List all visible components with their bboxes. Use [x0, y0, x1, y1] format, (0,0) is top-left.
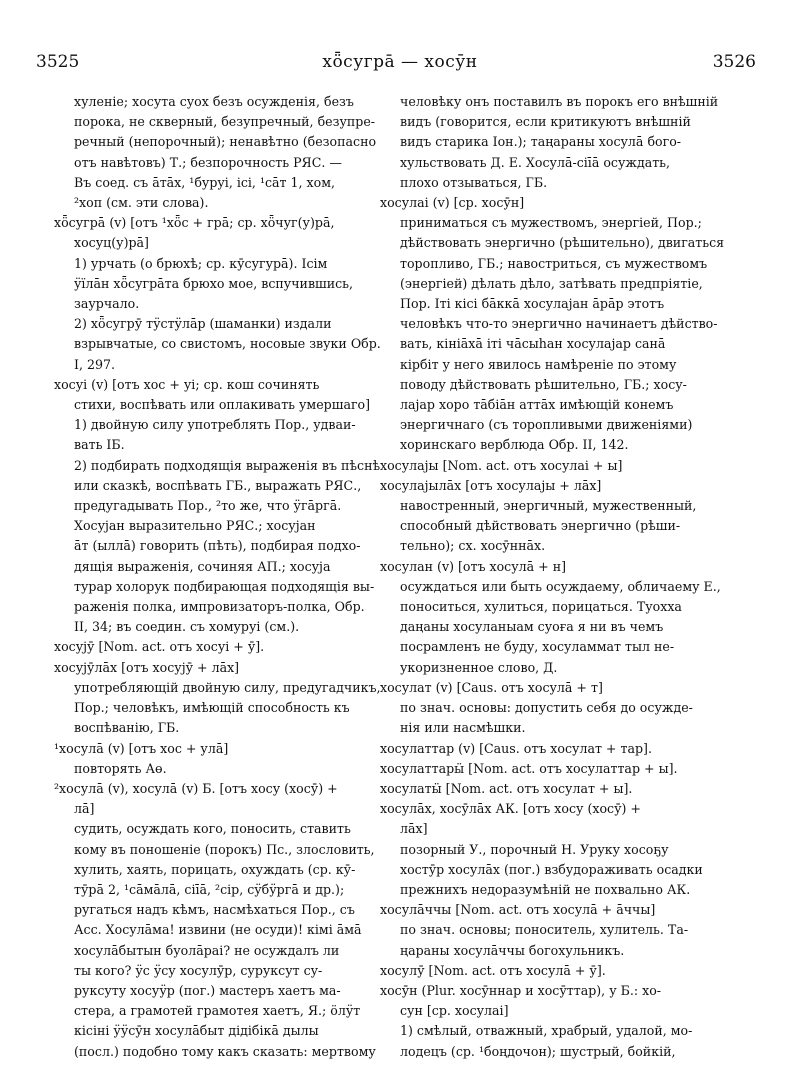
text-line: кірбіт у него явилось намѣреніе по этому: [400, 356, 677, 372]
text-line: 1) урчать (о брюхѣ; ср. кӯсугурā). Ісім: [74, 255, 328, 271]
text-line: хосулаjылāх [отъ хосулаjы + лāх]: [380, 477, 602, 493]
text-line: нія или насмѣшки.: [400, 720, 526, 736]
text-line: поноситься, хулиться, порицаться. Туохха: [400, 599, 682, 615]
text-line: ругаться надъ кѣмъ, насмѣхаться Пор., съ: [74, 902, 355, 918]
text-line: Въ соед. съ āтāх, ¹буруі, ісі, ¹сāт 1, хом,: [74, 174, 336, 190]
text-line: хулить, хаять, порицать, охуждать (ср. кӯ-: [74, 861, 356, 877]
text-line: лāх]: [400, 821, 428, 837]
page-header: [0, 48, 800, 78]
text-line: воспѣванію, ГБ.: [74, 720, 180, 736]
text-line: взрывчатые, со свистомъ, носовые звуки Обр.: [74, 336, 381, 352]
text-line: 2) подбирать подходящія выраженія въ пѣснѣ: [74, 457, 381, 473]
text-line: хосулатӹ [Nom. act. отъ хосулат + ы].: [380, 780, 633, 796]
text-line: хосулаі (v) [ср. хосӯн]: [380, 195, 525, 211]
text-line: навостренный, энергичный, мужественный,: [400, 498, 697, 514]
text-line: хосӯн (Plur. хосӯннар и хосӯттар), у Б.: хо-: [380, 982, 662, 998]
text-line: отъ навѣтовъ) Т.; безпорочность РЯС. —: [74, 154, 342, 170]
text-line: по знач. основы; поноситель, хулитель. Та-: [400, 922, 689, 938]
text-line: видъ (говорится, если критикуютъ внѣшній: [400, 114, 691, 130]
text-line: видъ старика Іон.); таңараны хосулā бого-: [400, 134, 682, 150]
text-line: хосулан (v) [отъ хосулā + н]: [380, 558, 566, 574]
text-line: хосулāх, хосӯлāх АК. [отъ хосу (хосӯ) +: [380, 801, 641, 817]
text-line: плохо отзываться, ГБ.: [400, 174, 548, 190]
text-line: руксуту хосуӱр (пог.) мастеръ хаетъ ма-: [74, 982, 341, 998]
text-line: даңаны хосуланыам суоға я ни въ чемъ: [400, 619, 664, 635]
text-line: ¹хосулā (v) [отъ хос + улā]: [54, 740, 229, 756]
text-line: употребляющій двойную силу, предугадчикъ,: [74, 679, 381, 695]
text-line: прежнихъ недоразумѣній не похвально АК.: [400, 881, 691, 897]
text-line: хуленіе; хосута суох безъ осужденія, безъ: [74, 94, 354, 109]
text-line: стихи, воспѣвать или оплакивать умершаго]: [74, 397, 371, 413]
text-line: Пор.; человѣкъ, имѣющій способность къ: [74, 700, 350, 716]
text-line: предугадывать Пор., ²то же, что ӱгāргā.: [74, 498, 342, 514]
text-line: āт (ыллā) говорить (пѣть), подбирая подхо-: [74, 538, 361, 554]
text-line: поводу дѣйствовать рѣшительно, ГБ.; хосу-: [400, 376, 687, 392]
text-line: вать ІБ.: [74, 437, 125, 453]
text-line: осуждаться или быть осуждаему, обличаему Е.,: [400, 578, 721, 594]
text-line: человѣку онъ поставилъ въ порокъ его внѣшній: [400, 94, 719, 109]
text-line: тӯрā 2, ¹сāмāлā, сіīā, ²сір, сӱбӱргā и др.);: [74, 881, 345, 897]
text-line: по знач. основы: допустить себя до осужде-: [400, 700, 693, 716]
text-line: хосулāбытын буолāраі? не осуждалъ ли: [74, 942, 340, 958]
text-line: торопливо, ГБ.; навостриться, съ мужествомъ: [400, 255, 708, 271]
text-line: приниматься съ мужествомъ, энергіей, Пор.;: [400, 215, 702, 231]
text-line: способный дѣйствовать энергично (рѣши-: [400, 518, 681, 534]
text-line: хостӯр хосулāх (пог.) взбудораживать осадки: [400, 861, 703, 877]
text-line: хосулāччы [Nom. act. отъ хосулā + āччы]: [380, 902, 656, 918]
text-line: кісіні ӱӱсӯн хосулāбыт дідібікā дылы: [74, 1023, 319, 1039]
text-line: 1) смѣлый, отважный, храбрый, удалой, мо-: [400, 1023, 693, 1039]
text-line: позорный У., порочный Н. Уруку хосоҕу: [400, 841, 669, 857]
text-line: судить, осуждать кого, поносить, ставить: [74, 821, 351, 837]
text-line: ӱїлāн хȫсугрāта брюхо мое, вспучившись,: [74, 275, 354, 291]
page-number-right: 3526: [712, 52, 756, 72]
text-line: хосулӯ [Nom. act. отъ хосулā + ӯ].: [380, 962, 606, 978]
text-line: I, 297.: [74, 356, 116, 372]
text-line: Хосуjан выразительно РЯС.; хосуjан: [74, 518, 316, 534]
text-line: хосулат (v) [Caus. отъ хосулā + т]: [380, 679, 603, 695]
text-line: лаjар хоро тāбіāн аттāх имѣющій конемъ: [400, 397, 674, 413]
text-line: дѣйствовать энергично (рѣшительно), двигаться: [400, 235, 725, 251]
text-line: кому въ поношеніе (порокъ) Пс., злословить,: [74, 841, 375, 857]
text-line: стера, а грамотей грамотея хаетъ, Я.; ӧлӱт: [74, 1003, 361, 1019]
text-line: ²хоп (см. эти слова).: [74, 195, 209, 211]
text-line: речный (непорочный); ненавѣтно (безопасно: [74, 134, 377, 150]
text-line: хосулаттар (v) [Caus. отъ хосулат + тар].: [380, 740, 652, 756]
text-line: или сказкѣ, воспѣвать ГБ., выражать РЯС.,: [74, 477, 362, 493]
text-line: повторять Аө.: [74, 760, 167, 776]
text-line: Пор. Іті кісі бāккā хосулаjан āрāр этотъ: [400, 296, 665, 312]
text-line: лā]: [74, 801, 95, 817]
text-line: посрамленъ не буду, хосуламмат тыл не-: [400, 639, 675, 655]
text-line: хосуц(у)рā]: [74, 235, 149, 251]
running-head: хȫсугрā — хосӯн: [322, 52, 478, 72]
text-line: II, 34; въ соедин. съ хомуруі (см.).: [74, 619, 300, 635]
text-line: 1) двойную силу употреблять Пор., удваи-: [74, 417, 356, 433]
text-line: сун [ср. хосулаі]: [400, 1003, 509, 1019]
text-line: хосулаттарӹ [Nom. act. отъ хосулаттар + ы].: [380, 760, 678, 776]
text-line: энергичнаго (съ торопливыми движеніями): [400, 417, 693, 433]
text-line: дящія выраженія, сочиняя АП.; хосуjа: [74, 558, 331, 574]
page-number-left: 3525: [36, 52, 80, 72]
text-line: хосуjӯ [Nom. act. отъ хосуі + ӯ].: [54, 639, 265, 655]
text-line: раженія полка, импровизаторъ-полка, Обр.: [74, 599, 365, 615]
text-line: порока, не скверный, безупречный, безупре-: [74, 114, 376, 130]
text-line: турар холорук подбирающая подходящія вы-: [74, 578, 375, 594]
text-line: тельно); сх. хосӯннāх.: [400, 538, 546, 554]
text-line: 2) хȫсугрӯ тӱстӱлāр (шаманки) издали: [74, 316, 332, 332]
text-line: хосуі (v) [отъ хос + уі; ср. кош сочинять: [54, 376, 320, 392]
text-line: Асс. Хосулāма! извини (не осуди)! кімі āмā: [74, 922, 362, 938]
text-line: хосуjӯлāх [отъ хосуjӯ + лāх]: [54, 659, 240, 675]
text-line: хȫсугрā (v) [отъ ¹хȫс + грā; ср. хȫчуг(у)рā,: [54, 215, 335, 231]
text-line: человѣкъ что-то энергично начинаетъ дѣйство-: [400, 316, 718, 332]
text-line: ²хосулā (v), хосулā (v) Б. [отъ хосу (хосӯ) +: [54, 780, 338, 796]
text-line: ты кого? ӱс ӱсу хосулӯр, суруксут су-: [74, 962, 323, 978]
text-line: (энергіей) дѣлать дѣло, затѣвать предпріятіе,: [400, 275, 703, 291]
text-line: хоринскаго верблюда Обр. II, 142.: [400, 437, 629, 453]
text-line: укоризненное слово, Д.: [400, 659, 558, 675]
text-line: ңараны хосулāччы богохульникъ.: [400, 942, 625, 958]
text-line: вать, кініāхā іті чāсыһан хосулаjар санā: [400, 336, 666, 352]
text-line: заурчало.: [74, 296, 140, 312]
text-line: (посл.) подобно тому какъ сказать: мертвому: [74, 1043, 376, 1059]
text-line: лодецъ (ср. ¹боңдочон); шустрый, бойкій,: [400, 1043, 676, 1059]
text-line: хульствовать Д. Е. Хосулā-сіīā осуждать,: [400, 154, 671, 170]
right-column: [380, 92, 756, 1060]
text-line: хосулаjы [Nom. act. отъ хосулаі + ы]: [380, 457, 623, 473]
left-column: [54, 92, 414, 1060]
